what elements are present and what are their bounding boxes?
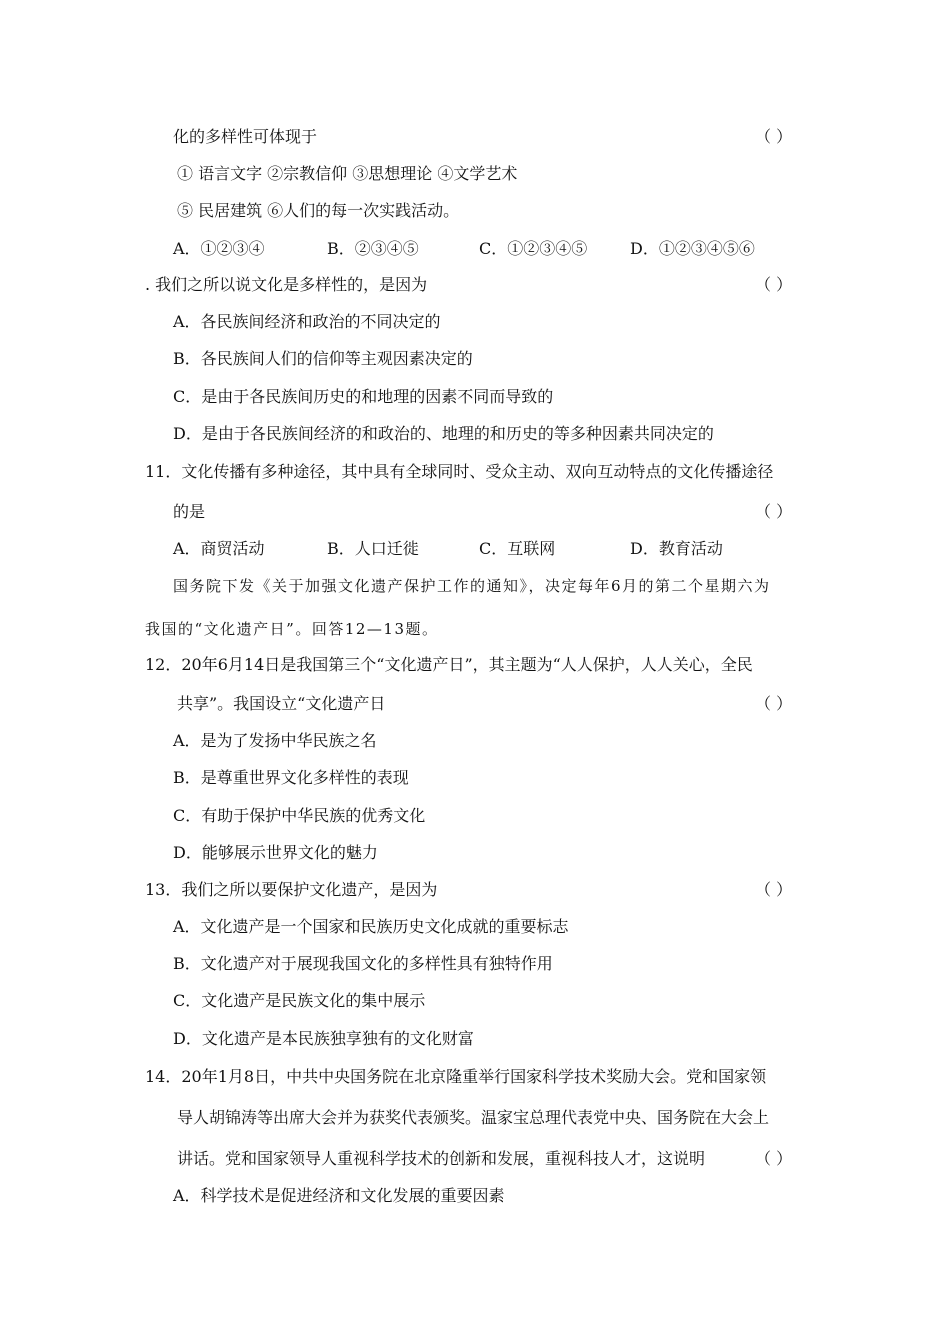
q9-option-c: C．①②③④⑤ [479, 239, 588, 258]
q13-stem: 13．我们之所以要保护文化遗产，是因为 [145, 880, 438, 899]
q11-option-c: C．互联网 [479, 539, 556, 558]
q13-option-c: C．文化遗产是民族文化的集中展示 [173, 991, 426, 1010]
q10-option-b: B．各民族间人们的信仰等主观因素决定的 [173, 349, 473, 368]
q10-option-d: D．是由于各民族间经济的和政治的、地理的和历史的等多种因素共同决定的 [173, 424, 714, 443]
q11-option-d: D．教育活动 [630, 539, 723, 558]
material-line2: 我国的“文化遗产日”。回答12—13题。 [145, 620, 439, 638]
q12-stem-line1: 12．20年6月14日是我国第三个“文化遗产日”，其主题为“人人保护，人人关心，全民 [145, 655, 753, 674]
q12-option-d: D．能够展示世界文化的魅力 [173, 843, 378, 862]
q14-stem-line1: 14．20年1月8日，中共中央国务院在北京隆重举行国家科学技术奖励大会。党和国家领 [145, 1067, 767, 1086]
q10-stem: . 我们之所以说文化是多样性的，是因为 [145, 275, 428, 294]
q9-items-row1: ① 语言文字 ②宗教信仰 ③思想理论 ④文学艺术 [177, 164, 518, 183]
q12-answer-bracket: （ ） [755, 694, 793, 713]
q14-stem-line3: 讲话。党和国家领导人重视科学技术的创新和发展，重视科技人才，这说明 [177, 1149, 706, 1168]
q10-option-a: A．各民族间经济和政治的不同决定的 [173, 312, 441, 331]
q9-option-b: B．②③④⑤ [327, 239, 419, 258]
q12-stem-line2: 共享”。我国设立“文化遗产日 [177, 694, 386, 713]
q9-answer-bracket: （ ） [755, 127, 793, 146]
q9-option-a: A．①②③④ [173, 239, 265, 258]
q14-option-a: A．科学技术是促进经济和文化发展的重要因素 [173, 1186, 505, 1205]
q13-option-a: A．文化遗产是一个国家和民族历史文化成就的重要标志 [173, 917, 569, 936]
material-line1: 国务院下发《关于加强文化遗产保护工作的通知》，决定每年6月的第二个星期六为 [173, 577, 771, 595]
q14-stem-line2: 导人胡锦涛等出席大会并为获奖代表颁奖。温家宝总理代表党中央、国务院在大会上 [177, 1108, 770, 1127]
q11-stem-line2: 的是 [173, 502, 206, 521]
q13-option-d: D．文化遗产是本民族独享独有的文化财富 [173, 1029, 474, 1048]
q9-stem: 化的多样性可体现于 [173, 127, 318, 146]
q9-option-d: D．①②③④⑤⑥ [630, 239, 755, 258]
q13-option-b: B．文化遗产对于展现我国文化的多样性具有独特作用 [173, 954, 553, 973]
q10-answer-bracket: （ ） [755, 275, 793, 294]
q11-stem-line1: 11．文化传播有多种途径，其中具有全球同时、受众主动、双向互动特点的文化传播途径 [145, 462, 774, 481]
q14-answer-bracket: （ ） [755, 1149, 793, 1168]
q11-option-b: B．人口迁徙 [327, 539, 419, 558]
q9-items-row2: ⑤ 民居建筑 ⑥人们的每一次实践活动。 [177, 201, 460, 220]
q11-answer-bracket: （ ） [755, 502, 793, 521]
q12-option-c: C．有助于保护中华民族的优秀文化 [173, 806, 426, 825]
q13-answer-bracket: （ ） [755, 880, 793, 899]
q12-option-a: A．是为了发扬中华民族之名 [173, 731, 377, 750]
q10-option-c: C．是由于各民族间历史的和地理的因素不同而导致的 [173, 387, 554, 406]
q12-option-b: B．是尊重世界文化多样性的表现 [173, 768, 409, 787]
q11-option-a: A．商贸活动 [173, 539, 265, 558]
